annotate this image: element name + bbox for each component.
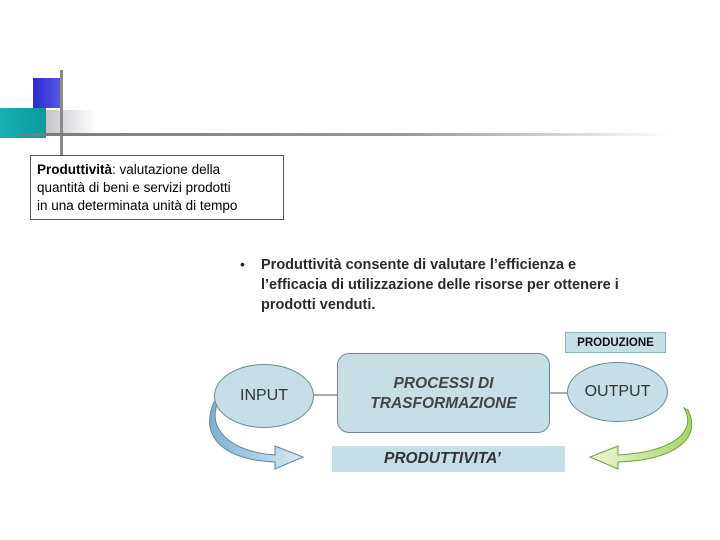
definition-line-2: quantità di beni e servizi prodotti bbox=[37, 180, 231, 195]
produzione-label: PRODUZIONE bbox=[565, 332, 666, 353]
bullet-line-3: prodotti venduti. bbox=[261, 297, 376, 313]
produttivita-label: PRODUTTIVITA’ bbox=[332, 446, 565, 472]
output-node: OUTPUT bbox=[567, 362, 668, 422]
process-line-1: PROCESSI DI bbox=[393, 375, 494, 392]
bullet-line-1: Produttività consente di valutare l’efficienza e bbox=[261, 257, 577, 273]
bullet-marker: • bbox=[240, 256, 245, 272]
process-node bbox=[337, 353, 550, 433]
definition-line-1-rest: : valutazione della bbox=[112, 162, 221, 177]
definition-line-3: in una determinata unità di tempo bbox=[37, 198, 238, 213]
definition-term: Produttività bbox=[37, 162, 113, 177]
process-line-2: TRASFORMAZIONE bbox=[370, 395, 517, 412]
bullet-line-2: l’efficacia di utilizzazione delle risorse per ottenere i bbox=[261, 277, 619, 293]
input-node: INPUT bbox=[214, 364, 314, 428]
